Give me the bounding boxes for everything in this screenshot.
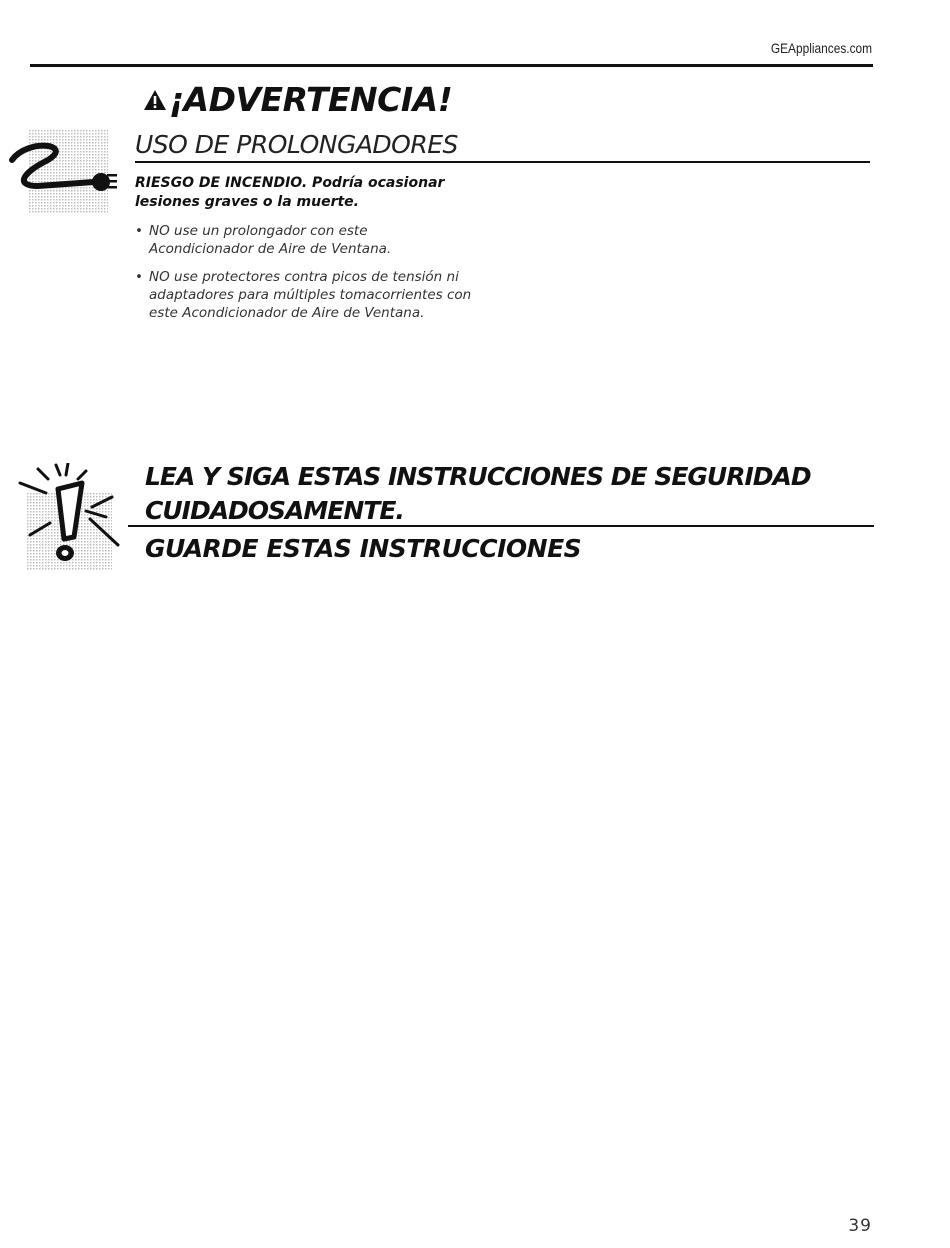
hazard-line: lesiones graves o la muerte. (135, 194, 359, 210)
bullet-dot-icon: • (135, 223, 143, 239)
section-heading: USO DE PROLONGADORES (135, 130, 458, 159)
bullet-line: adaptadores para múltiples tomacorrientes con (149, 287, 472, 303)
bullet-line: NO use un prolongador con este (149, 223, 368, 239)
page-number: 39 (848, 1216, 872, 1236)
hazard-line: RIESGO DE INCENDIO. Podría ocasionar (135, 175, 445, 191)
bullet-item (135, 268, 535, 322)
header-rule (30, 64, 873, 67)
warning-bullet-list (135, 222, 535, 332)
bullet-item (135, 222, 535, 258)
power-cord-icon (8, 130, 120, 214)
section-rule (135, 161, 870, 163)
read-follow-instructions (145, 460, 811, 528)
hazard-statement (135, 174, 535, 212)
bullet-line: Acondicionador de Aire de Ventana. (149, 241, 392, 257)
site-url: GEAppliances.com (770, 40, 872, 56)
bullet-line: este Acondicionador de Aire de Ventana. (149, 305, 425, 321)
read-follow-line: LEA Y SIGA ESTAS INSTRUCCIONES DE SEGURIDAD (145, 462, 811, 491)
keep-instructions: GUARDE ESTAS INSTRUCCIONES (145, 534, 582, 563)
warning-title-text: ¡ADVERTENCIA! (169, 80, 453, 119)
bullet-dot-icon: • (135, 269, 143, 285)
read-follow-line: CUIDADOSAMENTE. (145, 496, 404, 525)
warning-triangle-icon (143, 88, 167, 112)
instructions-rule (128, 525, 874, 527)
warning-title (143, 80, 452, 119)
exclamation-safety-icon (12, 463, 132, 571)
bullet-line: NO use protectores contra picos de tensión ni (149, 269, 459, 285)
